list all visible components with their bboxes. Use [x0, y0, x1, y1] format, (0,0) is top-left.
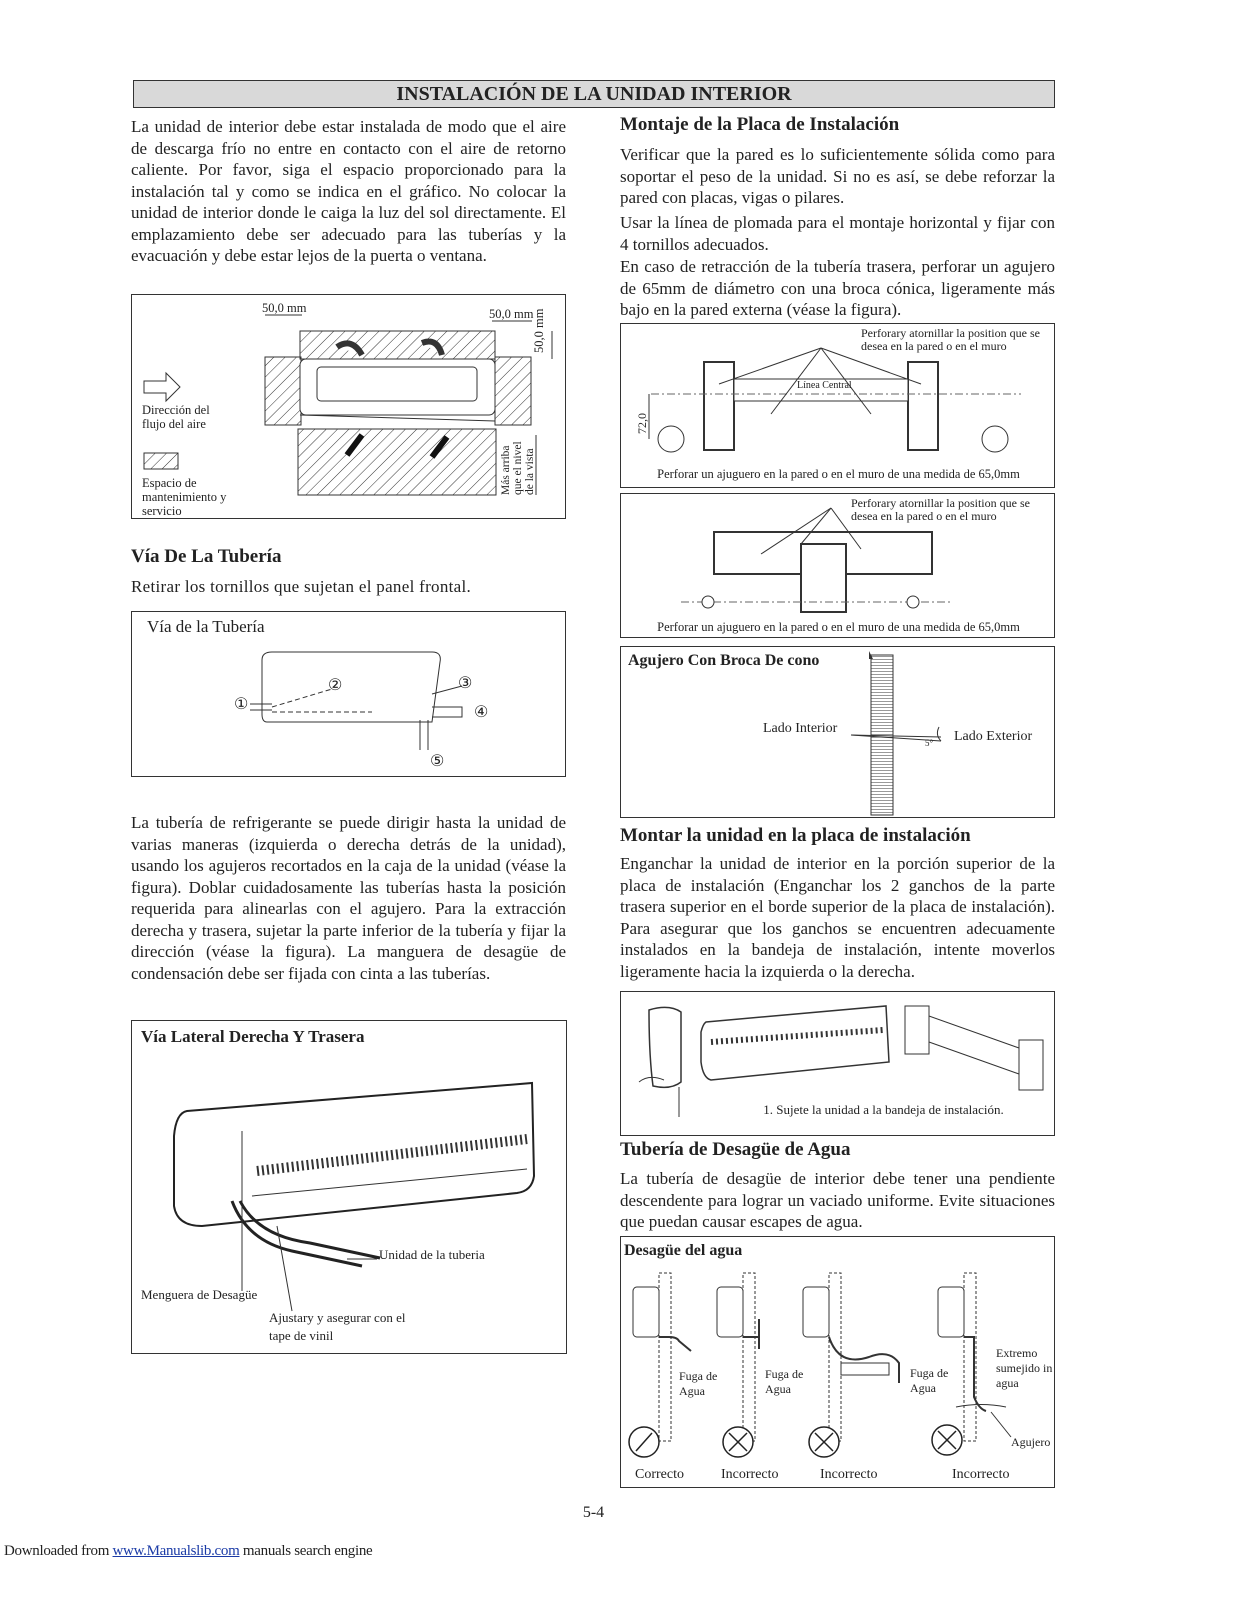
plate-text-1: Verificar que la pared es lo suficientemente sólida como para soportar el peso de la unidad. Si no es así, se debe reforzar la pared con placas, vigas o pilares.: [620, 145, 1055, 207]
intro-paragraph: La unidad de interior debe estar instalada de modo que el aire de descarga frío no entre en contacto con el aire de retorno caliente. Por favor, siga el espacio proporcionado para la instalación tal y como se indica en el gráfico. No colocar la unidad de interior donde le caiga la luz del sol directamente. El emplazamiento debe ser adecuado para las tuberías y la evacuación y debe estar lejos de la puerta o ventana.: [131, 117, 566, 265]
airflow-label: Dirección del flujo del aire: [142, 403, 210, 431]
plate-fig1-label: Perforary atornillar la position que se desea en la pared o en el muro: [861, 326, 1040, 353]
marker-5: ⑤: [430, 753, 445, 770]
drain-box-title: Desagüe del agua: [624, 1242, 743, 1259]
side-route-title: Vía Lateral Derecha Y Trasera: [141, 1027, 365, 1046]
cone-hole-figure: [620, 646, 1055, 818]
mount-caption: 1. Sujete la unidad a la bandeja de instalación.: [763, 1102, 1004, 1117]
hole-label: Agujero: [1011, 1435, 1051, 1449]
dim-top-right: 50,0 mm: [489, 307, 534, 321]
dim-top-left: 50,0 mm: [262, 301, 307, 315]
pipe-unit-label: Unidad de la tuberia: [379, 1247, 485, 1262]
verdict-4: Incorrecto: [952, 1467, 1010, 1482]
mount-paragraph: Enganchar la unidad de interior en la porción superior de la placa de instalación (Enganchar los 2 ganchos de la parte trasera superior en el borde superior de la placa de instalación). Para asegurar que los ganchos se encuentren adecuamente instalados en la bandeja de instalación, intente moverlos ligeramente hacia la izquierda o la derecha.: [620, 854, 1055, 981]
side-route-figure: [131, 1020, 567, 1354]
refrigerant-paragraph: La tubería de refrigerante se puede dirigir hasta la unidad de varias maneras (izquierda o derecha detrás de la unidad), usando los agujeros recortados en la caja de la unidad (véase la figura). Doblar cuidadosamente las tuberías hasta la posición requerida para alinearlas con el agujero. Para la extracción derecha y trasera, sujetar la parte inferior de la tubería y fijar la dirección (véase la figura). La manguera de desagüe de condensación debe ser fijada con cinta a las tuberías.: [131, 813, 566, 983]
footer-prefix: Downloaded from: [4, 1543, 113, 1559]
view-level-label: Más arriba que el nivel de la vista: [500, 441, 536, 495]
pipe-route-figure: [131, 611, 566, 777]
plate-figure-2: [620, 493, 1055, 638]
plate-text-2: Usar la línea de plomada para el montaje horizontal y fijar con 4 tornillos adecuados.: [620, 213, 1055, 254]
marker-2: ②: [328, 677, 343, 694]
pipe-route-box-title: Vía de la Tubería: [147, 617, 265, 636]
angle-label: 5°: [925, 738, 934, 748]
plate-fig2-label: Perforary atornillar la position que se desea en la pared o en el muro: [851, 496, 1030, 523]
leak-label-1: Fuga de Agua: [679, 1369, 718, 1398]
plate-fig1-caption: Perforar un ajuguero en la pared o en el muro de una medida de 65,0mm: [657, 467, 1020, 481]
drain-heading: Tubería de Desagüe de Agua: [620, 1139, 851, 1160]
verdict-1: Correcto: [635, 1467, 684, 1482]
verdict-3: Incorrecto: [820, 1467, 878, 1482]
marker-4: ④: [474, 704, 489, 721]
clearance-figure: [131, 294, 566, 519]
marker-3: ③: [458, 675, 473, 692]
pipe-route-heading: Vía De La Tubería: [131, 546, 282, 567]
verdict-2: Incorrecto: [721, 1467, 779, 1482]
plate-dim-72: 72,0: [635, 413, 649, 434]
drain-diagram: [621, 1237, 1056, 1489]
inside-label: Lado Interior: [763, 721, 838, 736]
mount-heading: Montar la unidad en la placa de instalación: [620, 825, 971, 846]
footer-suffix: manuals search engine: [239, 1543, 373, 1559]
drain-paragraph: La tubería de desagüe de interior debe tener una pendiente descendente para lograr un vaciado uniforme. Evite situaciones que puedan causar escapes de agua.: [620, 1169, 1055, 1231]
service-label: Espacio de mantenimiento y servicio: [142, 476, 227, 518]
page-number: 5-4: [582, 1504, 605, 1521]
plate-heading: Montaje de la Placa de Instalación: [620, 114, 900, 135]
plate-figure-1: [620, 323, 1055, 488]
drain-hose-label: Menguera de Desagüe: [141, 1287, 258, 1302]
cone-hole-title: Agujero Con Broca De cono: [628, 652, 820, 669]
marker-1: ①: [234, 696, 249, 713]
leak-label-2: Fuga de Agua: [765, 1367, 804, 1396]
pipe-route-diagram: [132, 612, 567, 778]
vinyl-tape-label: Ajustary y asegurar con el tape de vinil: [269, 1310, 406, 1343]
download-footer: [4, 1543, 372, 1560]
center-line-label: Línea Central: [797, 380, 852, 391]
mount-figure: [620, 991, 1055, 1136]
side-route-diagram: [132, 1021, 568, 1355]
plate-text-3: En caso de retracción de la tubería trasera, perforar un agujero de 65mm de diámetro con una broca cónica, ligeramente más bajo en la pared externa (véase la figura).: [620, 257, 1055, 319]
section-title: INSTALACIÓN DE LA UNIDAD INTERIOR: [133, 80, 1055, 108]
pipe-route-text: Retirar los tornillos que sujetan el panel frontal.: [131, 577, 472, 596]
manualslib-link[interactable]: www.Manualslib.com: [112, 1543, 240, 1559]
drain-figure: [620, 1236, 1055, 1488]
plate-fig2-caption: Perforar un ajuguero en la pared o en el muro de una medida de 65,0mm: [657, 620, 1020, 634]
submerged-label: Extremo sumejido in agua: [996, 1346, 1053, 1390]
dim-side: 50,0 mm: [532, 308, 546, 353]
leak-label-3: Fuga de Agua: [910, 1366, 949, 1395]
outside-label: Lado Exterior: [954, 729, 1033, 744]
